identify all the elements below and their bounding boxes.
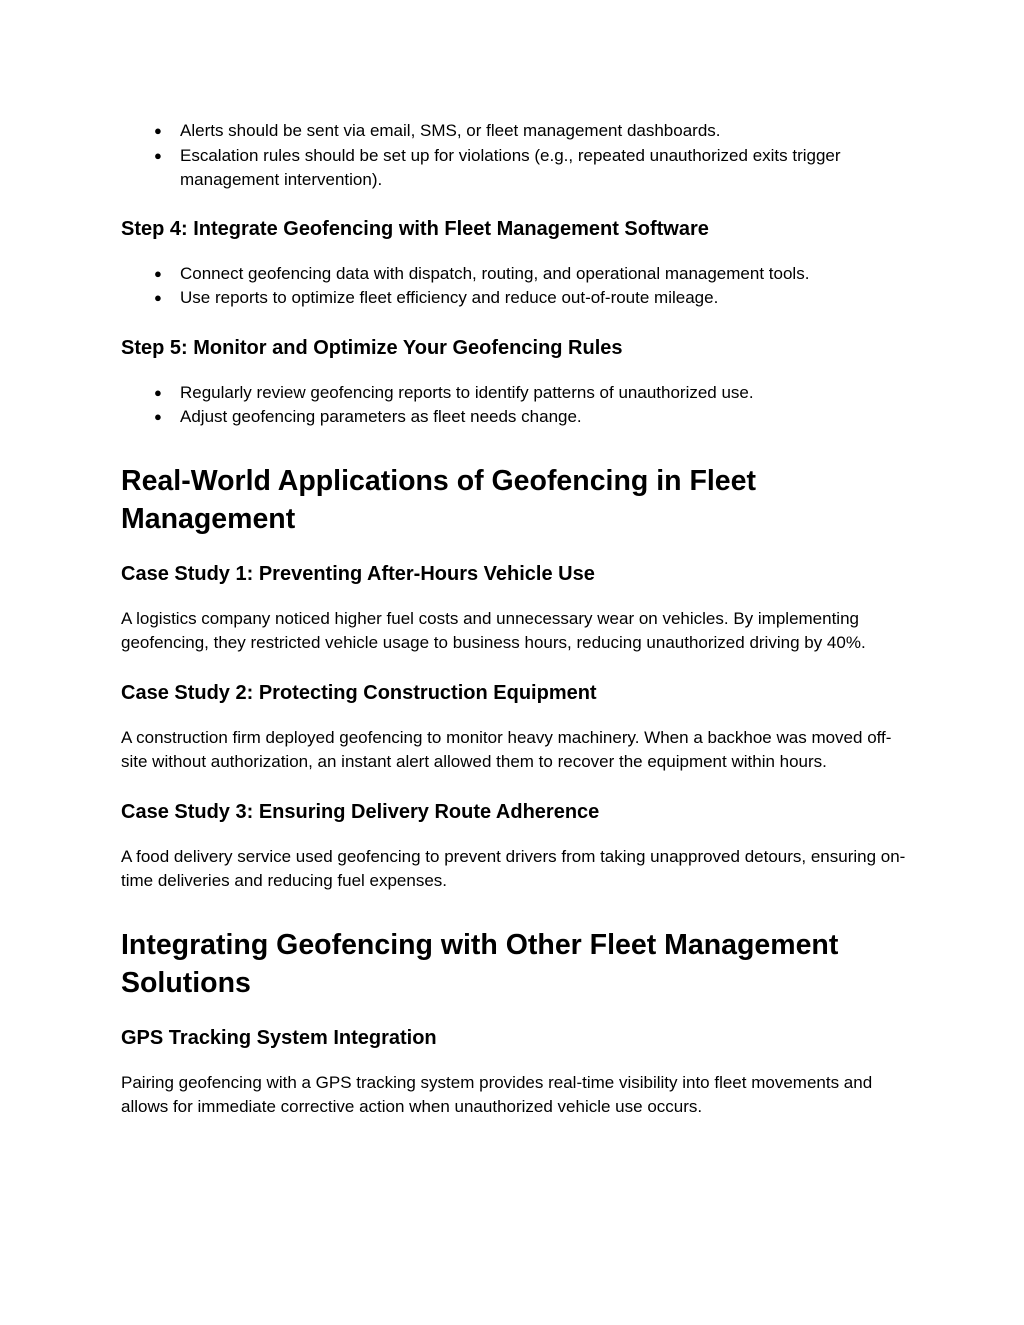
gps-heading: GPS Tracking System Integration (121, 1026, 437, 1049)
bullet-icon: ● (154, 147, 162, 163)
list-item-text: Use reports to optimize fleet efficiency and reduce out-of-route mileage. (180, 288, 719, 307)
list-item-text: Alerts should be sent via email, SMS, or fleet management dashboards. (180, 121, 721, 140)
list-item (121, 286, 911, 311)
list-item (121, 381, 911, 406)
list-item (121, 262, 911, 287)
document-page (121, 119, 911, 1120)
case1-body: A logistics company noticed higher fuel costs and unnecessary wear on vehicles. By implementing geofencing, they restricted vehicle usage to business hours, reducing unauthorized driving by 40%. (121, 608, 866, 652)
list-item-text: Adjust geofencing parameters as fleet needs change. (180, 407, 582, 426)
case3-body: A food delivery service used geofencing to prevent drivers from taking unapproved detours, ensuring on-time deliveries and reducing fuel expenses. (121, 846, 906, 890)
real-world-heading: Real-World Applications of Geofencing in Fleet Management (121, 464, 756, 535)
step3-bullet-list (121, 119, 911, 193)
bullet-icon: ● (154, 384, 162, 400)
list-item (121, 405, 911, 430)
case3-heading: Case Study 3: Ensuring Delivery Route Adherence (121, 800, 600, 823)
list-item-text: Escalation rules should be set up for violations (e.g., repeated unauthorized exits trigger management intervention). (180, 145, 841, 189)
step5-bullet-list (121, 381, 911, 430)
gps-body: Pairing geofencing with a GPS tracking system provides real-time visibility into fleet movements and allows for immediate corrective action when unauthorized vehicle use occurs. (121, 1072, 873, 1116)
step5-heading: Step 5: Monitor and Optimize Your Geofencing Rules (121, 336, 623, 359)
bullet-icon: ● (154, 265, 162, 281)
list-item-text: Regularly review geofencing reports to identify patterns of unauthorized use. (180, 382, 754, 402)
bullet-icon: ● (154, 409, 162, 424)
step4-bullet-list (121, 262, 911, 311)
list-item (121, 119, 911, 144)
bullet-icon: ● (154, 123, 162, 138)
list-item (121, 144, 911, 193)
case1-heading: Case Study 1: Preventing After-Hours Vehicle Use (121, 562, 595, 585)
bullet-icon: ● (154, 290, 162, 305)
list-item-text: Connect geofencing data with dispatch, routing, and operational management tools. (180, 263, 810, 283)
case2-body: A construction firm deployed geofencing to monitor heavy machinery. When a backhoe was moved off-site without authorization, an instant alert allowed them to recover the equipment within hours. (121, 727, 892, 771)
case2-heading: Case Study 2: Protecting Construction Equipment (121, 681, 597, 704)
step4-heading: Step 4: Integrate Geofencing with Fleet Management Software (121, 217, 709, 240)
integrating-heading: Integrating Geofencing with Other Fleet Management Solutions (121, 928, 839, 999)
